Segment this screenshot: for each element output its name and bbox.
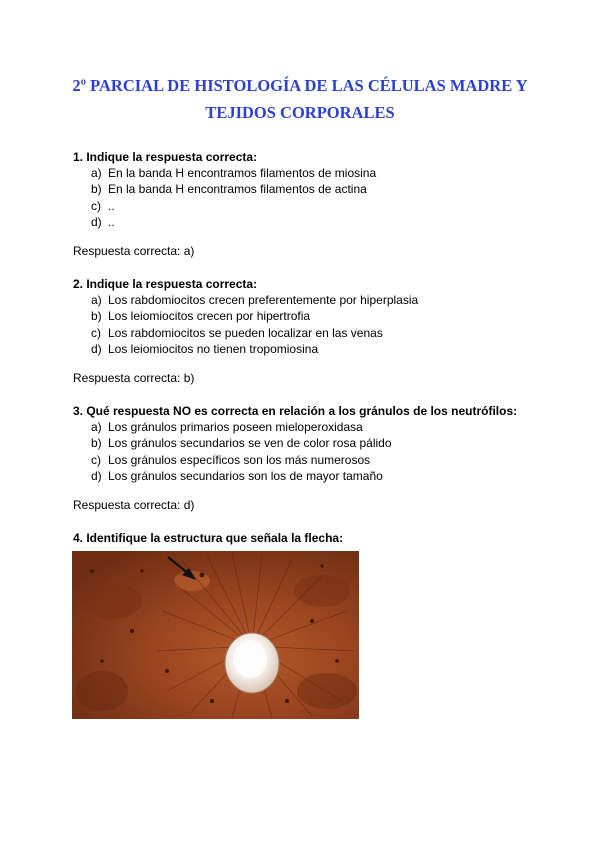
option-b: b) Los leiomiocitos crecen por hipertrofia [91, 309, 311, 324]
question-2 [73, 276, 418, 357]
question-heading: 4. Identifique la estructura que señala la flecha: [73, 531, 344, 545]
question-heading: 2. Indique la respuesta correcta: [73, 277, 258, 291]
option-a: a) En la banda H encontramos filamentos de miosina [91, 166, 377, 181]
option-a: a) Los rabdomiocitos crecen preferentemente por hiperplasia [91, 293, 419, 308]
options-list [73, 292, 418, 357]
question-3 [73, 403, 517, 484]
option-b: b) Los gránulos secundarios se ven de color rosa pálido [91, 436, 392, 451]
question-heading: 1. Indique la respuesta correcta: [73, 150, 258, 164]
question-4 [73, 530, 343, 546]
option-c: c) .. [91, 198, 115, 213]
option-c: c) Los gránulos específicos son los más numerosos [91, 452, 371, 467]
options-list [73, 165, 376, 230]
options-list [73, 419, 517, 484]
histology-micrograph [72, 551, 359, 719]
correct-answer-3: Respuesta correcta: d) [73, 498, 195, 512]
correct-answer-2: Respuesta correcta: b) [73, 371, 195, 385]
correct-answer-1: Respuesta correcta: a) [73, 244, 195, 258]
option-d: d) Los leiomiocitos no tienen tropomiosina [91, 341, 319, 356]
option-a: a) Los gránulos primarios poseen mieloperoxidasa [91, 420, 363, 435]
page-title: 2º PARCIAL DE HISTOLOGÍA DE LAS CÉLULAS MADRE Y TEJIDOS CORPORALES [72, 76, 528, 122]
option-d: d) Los gránulos secundarios son los de mayor tamaño [91, 468, 383, 483]
option-d: d) .. [91, 214, 115, 229]
option-c: c) Los rabdomiocitos se pueden localizar en las venas [91, 325, 383, 340]
option-b: b) En la banda H encontramos filamentos de actina [91, 182, 367, 197]
question-heading: 3. Qué respuesta NO es correcta en relación a los gránulos de los neutrófilos: [73, 404, 518, 418]
question-1 [73, 149, 376, 230]
